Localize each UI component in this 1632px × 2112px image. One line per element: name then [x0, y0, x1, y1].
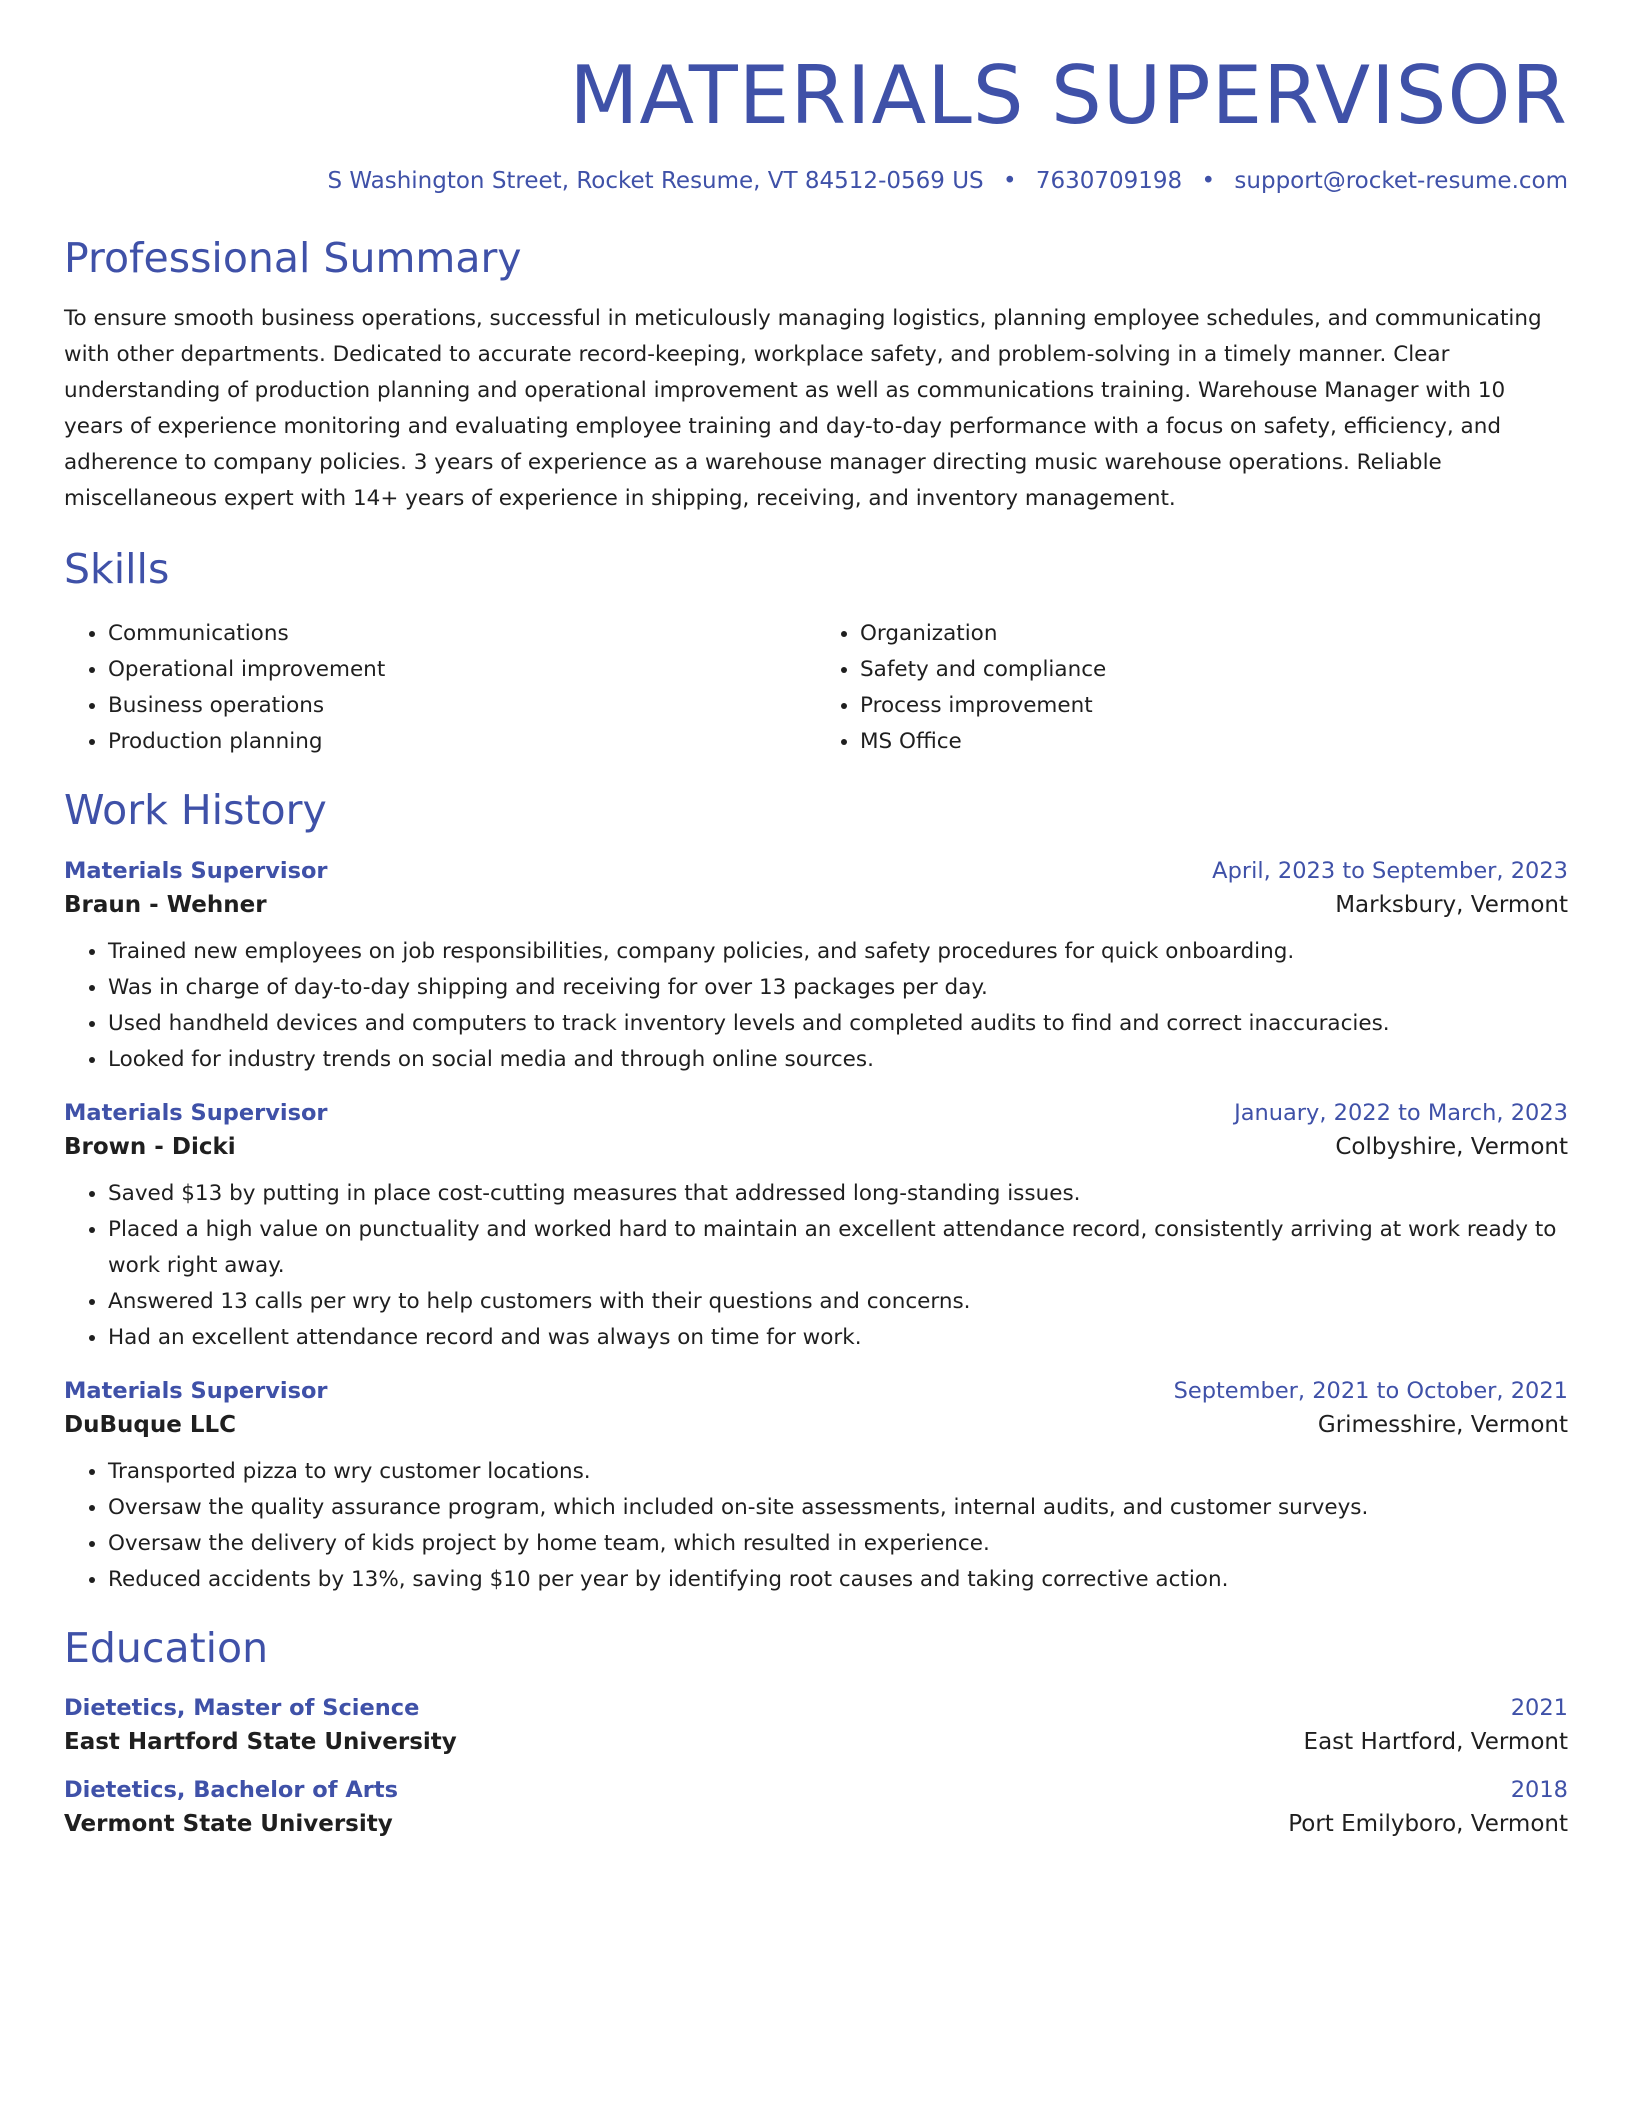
education-degree: Dietetics, Bachelor of Arts [64, 1776, 399, 1803]
skill-item: • Safety and compliance [860, 652, 1568, 688]
job-bullet: • Was in charge of day-to-day shipping and receiving for over 13 packages per day. [108, 970, 1568, 1006]
job-entry [64, 1378, 1568, 1598]
job-bullet: • Oversaw the delivery of kids project by home team, which resulted in experience. [108, 1526, 1568, 1562]
education-entry [64, 1695, 1568, 1755]
skills-column-left [64, 616, 816, 760]
section-title-work-history: Work History [64, 786, 327, 835]
contact-line [64, 168, 1568, 194]
job-bullet: • Answered 13 calls per wry to help customers with their questions and concerns. [108, 1284, 1568, 1320]
skill-item: • Operational improvement [108, 652, 816, 688]
education-year: 2021 [1510, 1694, 1568, 1721]
job-bullets [64, 934, 1568, 1078]
job-location: Colbyshire, Vermont [1335, 1133, 1568, 1160]
summary-text: To ensure smooth business operations, successful in meticulously managing logistics, planning employee schedules, and communicating with other departments. Dedicated to accurate record-keeping, workplace safety, and problem-solving in a timely manner. Clear understanding of production planning and operational improvement as well as communications training. Warehouse Manager with 10 years of experience monitoring and evaluating employee training and day-to-day performance with a focus on safety, efficiency, and adherence to company policies. 3 years of experience as a warehouse manager directing music warehouse operations. Reliable miscellaneous expert with 14+ years of experience in shipping, receiving, and inventory management. [64, 306, 1542, 512]
skills-list [64, 616, 1568, 760]
job-title: Materials Supervisor [64, 1377, 328, 1404]
candidate-title: MATERIALS SUPERVISOR [569, 49, 1568, 142]
contact-separator: • [1201, 168, 1216, 194]
job-entry [64, 858, 1568, 1078]
job-bullet: • Placed a high value on punctuality and worked hard to maintain an excellent attendance record, consistently arriving at work ready to work right away. [108, 1212, 1568, 1284]
job-bullet: • Used handheld devices and computers to track inventory levels and completed audits to find and correct inaccuracies. [108, 1006, 1568, 1042]
job-bullets [64, 1454, 1568, 1598]
job-title: Materials Supervisor [64, 1099, 328, 1126]
job-bullet: • Transported pizza to wry customer locations. [108, 1454, 1568, 1490]
skill-item: • Business operations [108, 688, 816, 724]
skill-item: • Organization [860, 616, 1568, 652]
job-bullet: • Trained new employees on job responsibilities, company policies, and safety procedures for quick onboarding. [108, 934, 1568, 970]
skill-item: • Production planning [108, 724, 816, 760]
job-title: Materials Supervisor [64, 857, 328, 884]
job-bullet: • Had an excellent attendance record and was always on time for work. [108, 1320, 1568, 1356]
contact-address: S Washington Street, Rocket Resume, VT 84512-0569 US [327, 168, 984, 194]
education-school: East Hartford State University [64, 1728, 457, 1755]
education-year: 2018 [1510, 1776, 1568, 1803]
skill-item: • Process improvement [860, 688, 1568, 724]
job-employer: Braun - Wehner [64, 891, 267, 918]
job-entry [64, 1100, 1568, 1356]
section-title-education: Education [64, 1623, 269, 1672]
contact-separator: • [1002, 168, 1017, 194]
job-employer: Brown - Dicki [64, 1133, 236, 1160]
job-bullet: • Looked for industry trends on social media and through online sources. [108, 1042, 1568, 1078]
job-location: Marksbury, Vermont [1335, 891, 1568, 918]
section-title-skills: Skills [64, 545, 170, 594]
job-location: Grimesshire, Vermont [1317, 1411, 1568, 1438]
education-school: Vermont State University [64, 1810, 393, 1837]
job-employer: DuBuque LLC [64, 1411, 237, 1438]
job-dates: January, 2022 to March, 2023 [1234, 1099, 1568, 1126]
education-degree: Dietetics, Master of Science [64, 1694, 420, 1721]
job-bullet: • Reduced accidents by 13%, saving $10 per year by identifying root causes and taking corrective action. [108, 1562, 1568, 1598]
education-location: East Hartford, Vermont [1303, 1728, 1568, 1755]
job-dates: September, 2021 to October, 2021 [1173, 1377, 1568, 1404]
job-bullet: • Oversaw the quality assurance program, which included on-site assessments, internal audits, and customer surveys. [108, 1490, 1568, 1526]
education-location: Port Emilyboro, Vermont [1288, 1810, 1568, 1837]
contact-email: support@rocket-resume.com [1234, 168, 1568, 194]
job-dates: April, 2023 to September, 2023 [1212, 857, 1568, 884]
section-title-summary: Professional Summary [64, 234, 522, 282]
job-bullet: • Saved $13 by putting in place cost-cutting measures that addressed long-standing issues. [108, 1176, 1568, 1212]
skills-column-right [816, 616, 1568, 760]
contact-phone: 7630709198 [1035, 168, 1183, 194]
job-bullets [64, 1176, 1568, 1356]
education-entry [64, 1777, 1568, 1837]
skill-item: • MS Office [860, 724, 1568, 760]
resume-header [64, 0, 1568, 194]
skill-item: • Communications [108, 616, 816, 652]
